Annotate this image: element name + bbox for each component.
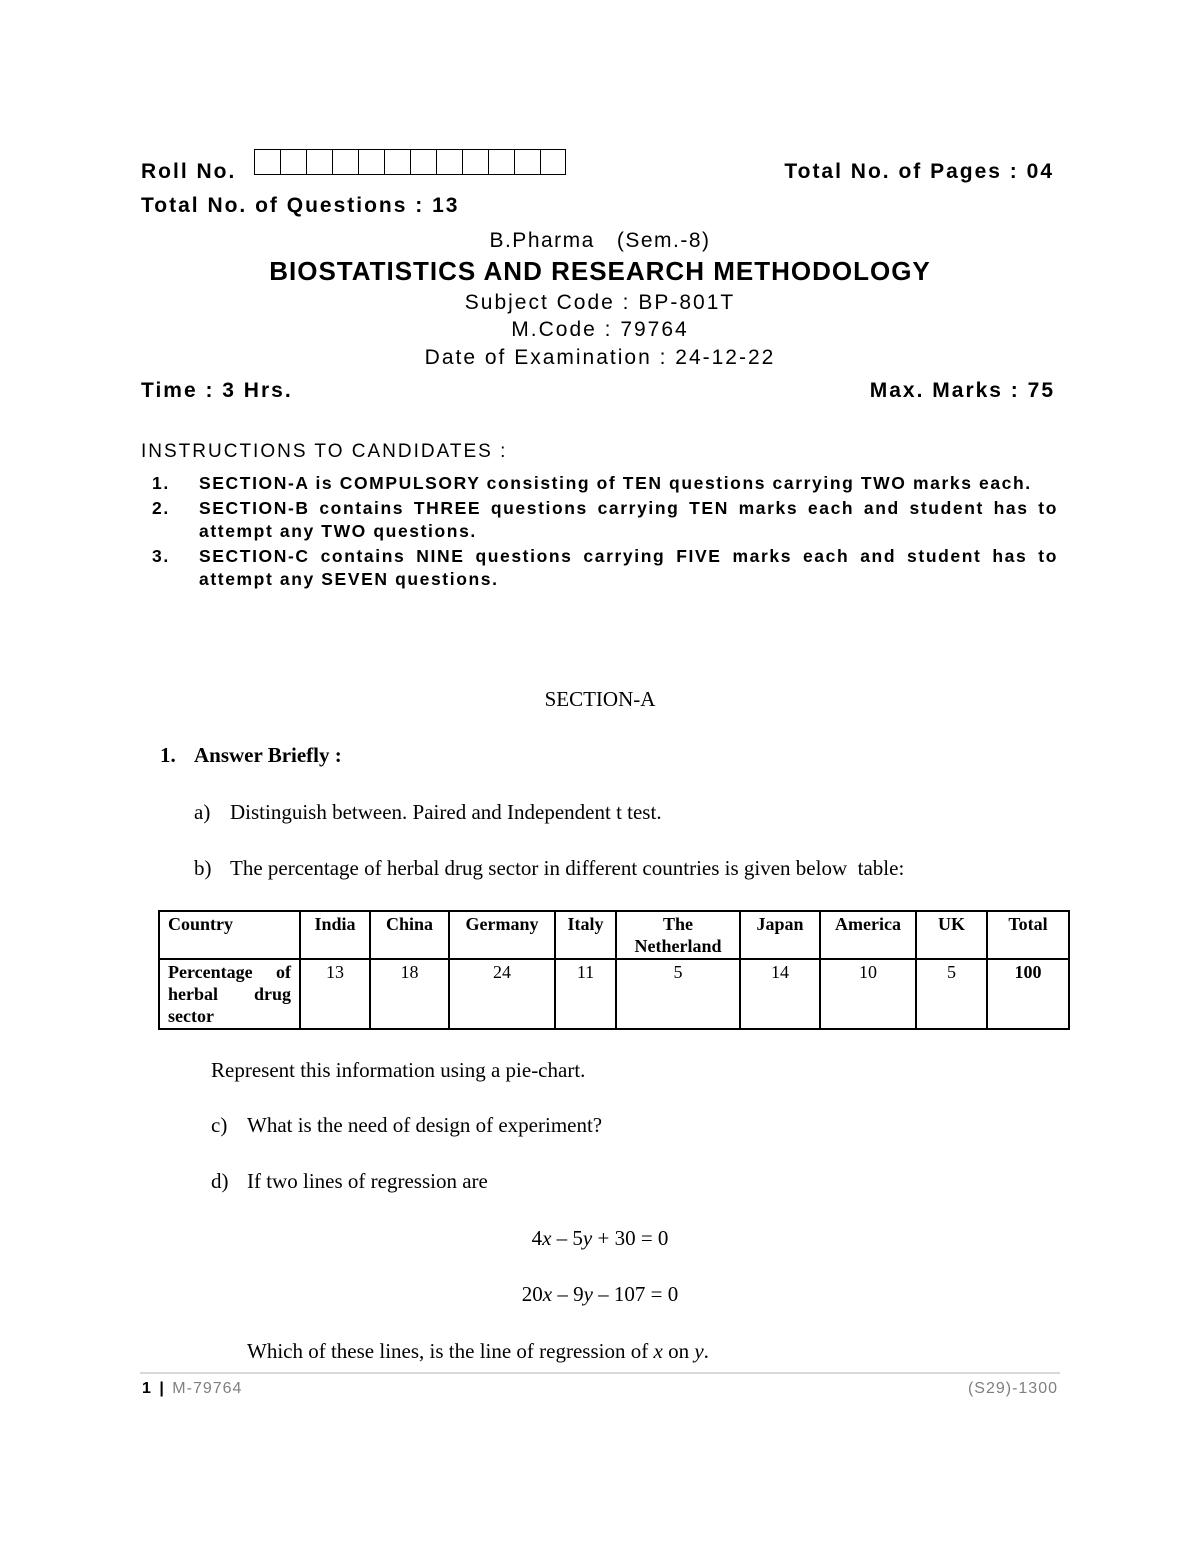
regression-equation-2: 20x – 9y – 107 = 0 [521,1282,679,1306]
roll-number-box[interactable] [514,149,540,175]
table-header-cell: Country [159,911,300,959]
subject-code: Subject Code : BP-801T [464,291,736,314]
section-a-title: SECTION-A [544,687,656,711]
footer-code: M-79764 [172,1380,243,1397]
table-header-cell: Total [987,911,1069,959]
table-header-row [159,911,1069,959]
table-header-cell: Germany [449,911,555,959]
table-header-cell: India [300,911,370,959]
total-questions: Total No. of Questions : 13 [141,194,460,217]
question-d-text: If two lines of regression are [247,1169,488,1193]
table-row-label: Percentage of herbal drug sector [159,959,300,1029]
question-d-label: d) [211,1169,229,1193]
instruction-item: 3. SECTION-C contains NINE questions carrying FIVE marks each and student has to attempt any SEVEN questions. [152,546,1058,589]
roll-number-box[interactable] [410,149,436,175]
table-header-cell: China [370,911,449,959]
subject-title: BIOSTATISTICS AND RESEARCH METHODOLOGY [269,256,931,286]
question-a-text: Distinguish between. Paired and Independent t test. [230,800,662,824]
roll-no-label: Roll No. [141,160,237,183]
footer-left [142,1380,242,1398]
footer-right: (S29)-1300 [967,1380,1058,1397]
question-1-title: Answer Briefly : [194,743,342,767]
question-d-followup: Which of these lines, is the line of regression of x on y. [247,1339,709,1363]
roll-number-box[interactable] [254,149,280,175]
m-code: M.Code : 79764 [511,318,689,341]
roll-number-box[interactable] [332,149,358,175]
table-cell-total: 100 [987,959,1069,1029]
page-number: 1 [142,1380,151,1397]
table-cell: 11 [555,959,616,1029]
question-c-text: What is the need of design of experiment? [247,1113,603,1137]
question-1-number: 1. [160,743,176,767]
total-pages: Total No. of Pages : 04 [784,160,1054,183]
question-a-label: a) [194,800,211,824]
footer-separator: | [159,1380,164,1397]
table-header-cell: Italy [555,911,616,959]
question-b-followup: Represent this information using a pie-chart. [211,1058,586,1082]
herbal-drug-table [158,910,1070,1030]
program: B.Pharma (Sem.-8) [489,229,711,252]
roll-number-box[interactable] [540,149,566,175]
instructions-title: INSTRUCTIONS TO CANDIDATES : [141,441,508,462]
roll-number-box[interactable] [488,149,514,175]
question-c-label: c) [211,1113,228,1137]
instruction-item: 2. SECTION-B contains THREE questions carrying TEN marks each and student has to attempt any TWO questions. [152,498,1058,541]
roll-number-box[interactable] [306,149,332,175]
table-header-cell: UK [916,911,987,959]
table-header-cell: The Netherland [616,911,740,959]
table-cell: 18 [370,959,449,1029]
table-cell: 24 [449,959,555,1029]
table-header-cell: Japan [740,911,820,959]
roll-number-box[interactable] [462,149,488,175]
exam-date: Date of Examination : 24-12-22 [424,346,776,369]
table-row [159,959,1069,1029]
roll-number-boxes[interactable] [254,149,566,175]
question-b-label: b) [194,856,212,880]
footer-divider [140,1372,1060,1374]
roll-number-box[interactable] [436,149,462,175]
instructions-list [152,472,1058,593]
table-cell: 5 [616,959,740,1029]
roll-number-box[interactable] [358,149,384,175]
table-cell: 10 [820,959,916,1029]
max-marks: Max. Marks : 75 [869,379,1055,402]
table-cell: 5 [916,959,987,1029]
table-cell: 13 [300,959,370,1029]
time: Time : 3 Hrs. [141,379,293,402]
question-b-text: The percentage of herbal drug sector in different countries is given below table: [230,856,905,880]
roll-number-box[interactable] [384,149,410,175]
regression-equation-1: 4x – 5y + 30 = 0 [531,1226,669,1250]
roll-number-box[interactable] [280,149,306,175]
table-header-cell: America [820,911,916,959]
table-cell: 14 [740,959,820,1029]
instruction-item: 1. SECTION-A is COMPULSORY consisting of TEN questions carrying TWO marks each. [152,473,1032,493]
